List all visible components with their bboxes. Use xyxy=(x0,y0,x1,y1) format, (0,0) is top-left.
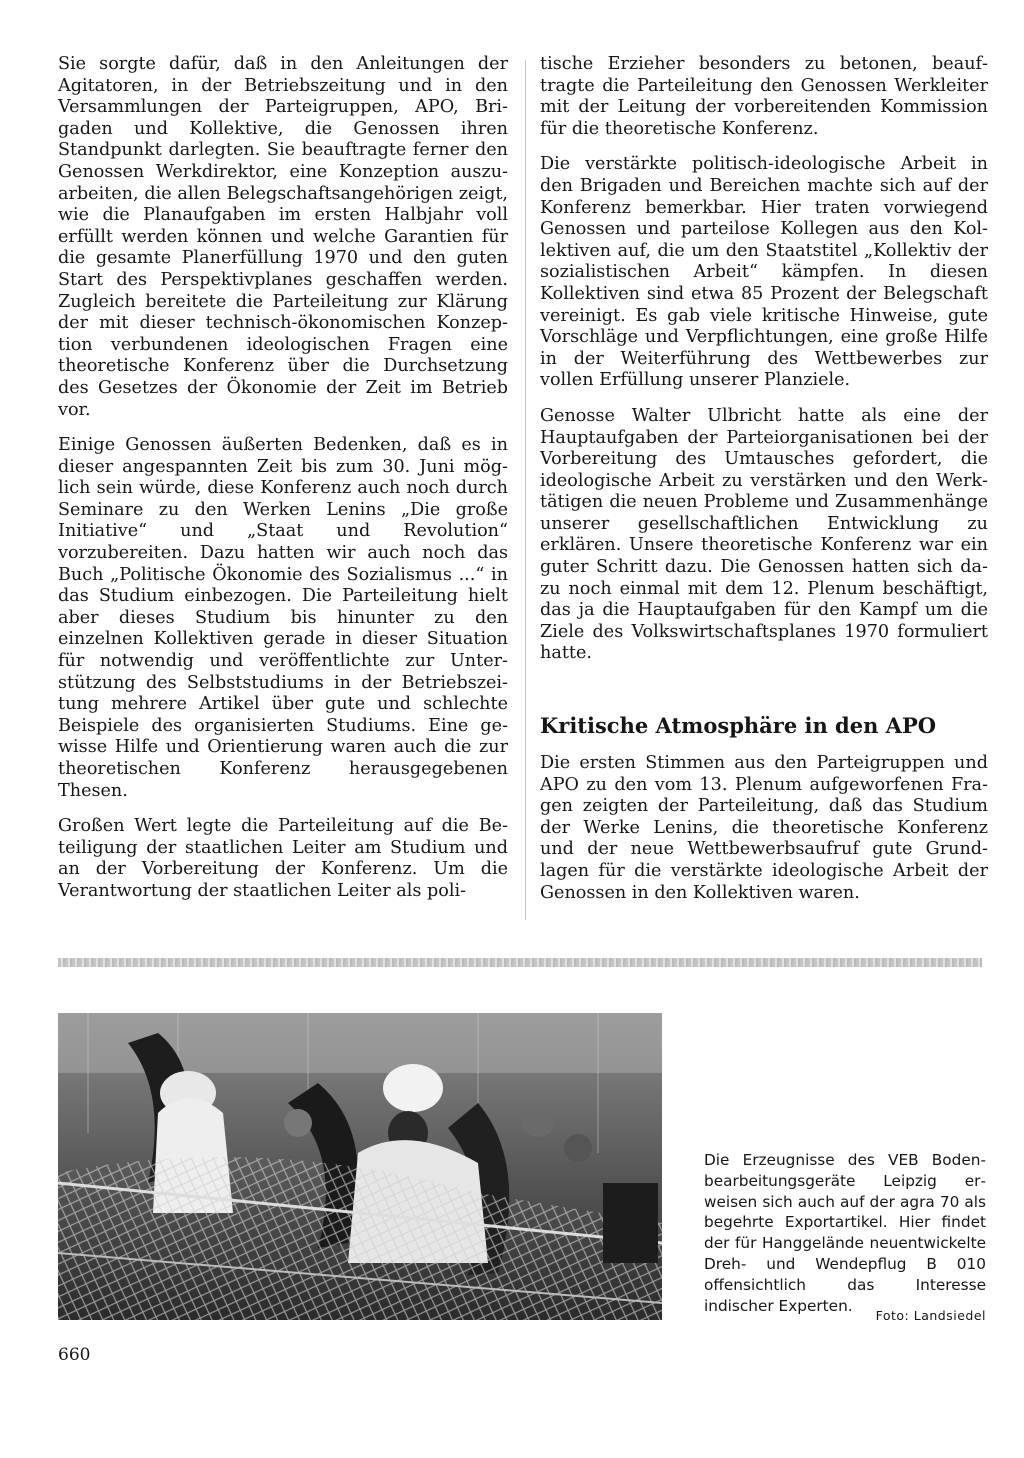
page-number: 660 xyxy=(58,1345,91,1365)
paragraph: Genosse Walter Ulbricht hatte als eine der Hauptaufgaben der Parteiorganisationen bei der Vorbereitung des Umtausches gefordert, die ideologische Arbeit zu verstärken und den Werktätigen die neuen Probleme und Zusammenhänge unserer gesellschaftlichen Entwicklung zu erklären. Unsere theoretische Konferenz war ein guter Schritt dazu. Die Genossen hatten sich dazu noch einmal mit dem 12. Plenum beschäftigt, das ja die Hauptaufgaben für den Kampf um die Ziele des Volkswirtschaftsplanes 1970 formuliert hatte. xyxy=(540,405,988,664)
photo-credit: Foto: Landsiedel xyxy=(875,1308,986,1323)
paragraph: Sie sorgte dafür, daß in den Anleitungen der Agitatoren, in der Betriebszeitung und in den Versammlungen der Parteigruppen, APO, Brigaden und Kollektive, die Genossen ihren Standpunkt darlegten. Sie beauftragte ferner den Genossen Werkdirektor, eine Konzeption auszuarbeiten, die allen Belegschaftsangehörigen zeigt, wie die Planaufgaben im ersten Halbjahr voll erfüllt werden können und welche Garantien für die gesamte Planerfüllung 1970 und den guten Start des Perspektivplanes geschaffen werden. Zugleich bereitete die Parteileitung zur Klärung der mit dieser technisch-ökonomischen Konzeption verbundenen ideologischen Fragen eine theoretische Konferenz über die Durchsetzung des Gesetzes der Ökonomie der Zeit im Betrieb vor. xyxy=(58,54,508,420)
paragraph: Die ersten Stimmen aus den Parteigruppen und APO zu den vom 13. Plenum aufgeworfenen Fragen zeigten der Parteileitung, daß das Studium der Werke Lenins, die theoretische Konferenz und der neue Wettbewerbsaufruf gute Grundlagen für die verstärkte ideologische Arbeit der Genossen in den Kollektiven waren. xyxy=(540,753,988,903)
paragraph: Die verstärkte politisch-ideologische Arbeit in den Brigaden und Bereichen machte sich auf der Konferenz bemerkbar. Hier traten vorwiegend Genossen und parteilose Kollegen aus den Kollektiven auf, die um den Staatstitel „Kollektiv der sozialistischen Arbeit“ kämpfen. In diesen Kollektiven sind etwa 85 Prozent der Belegschaft vereinigt. Es gab viele kritische Hinweise, gute Vorschläge und Verpflichtungen, eine große Hilfe in der Weiterführung des Wettbewerbes zur vollen Erfüllung unserer Planziele. xyxy=(540,154,988,391)
photo-illustration xyxy=(58,1013,662,1320)
photo-caption: Die Erzeugnisse des VEB Bodenbearbeitungsgeräte Leipzig erweisen sich auch auf der agra 70 als begehrte Exportartikel. Hier findet der für Hanggelände neuentwickelte Dreh- und Wendepflug B 010 offensichtlich das Interesse indischer Experten. xyxy=(704,1151,986,1315)
left-column xyxy=(58,54,508,917)
photo xyxy=(58,1013,662,1320)
section-heading: Kritische Atmosphäre in den APO xyxy=(540,713,937,739)
horizontal-rule xyxy=(58,958,982,967)
paragraph: Großen Wert legte die Parteileitung auf die Beteiligung der staatlichen Leiter am Studium und an der Vorbereitung der Konferenz. Um die Verantwortung der staatlichen Leiter als poli- xyxy=(58,816,508,901)
right-column xyxy=(540,54,988,918)
column-divider xyxy=(525,60,526,920)
paragraph: Einige Genossen äußerten Bedenken, daß es in dieser angespannten Zeit bis zum 30. Juni möglich sein würde, diese Konferenz auch noch durch Seminare zu den Werken Lenins „Die große Initiative“ und „Staat und Revolution“ vorzubereiten. Dazu hatten wir auch noch das Buch „Politische Ökonomie des Sozialismus ...“ in das Studium einbezogen. Die Parteileitung hielt aber dieses Studium bis hinunter zu den einzelnen Kollektiven gerade in dieser Situation für notwendig und veröffentlichte zur Unterstützung des Selbststudiums in der Betriebszeitung mehrere Artikel über gute und schlechte Beispiele des organisierten Studiums. Eine gewisse Hilfe und Orientierung waren auch die zur theoretischen Konferenz herausgegebenen Thesen. xyxy=(58,435,508,801)
paragraph: tische Erzieher besonders zu betonen, beauftragte die Parteileitung den Genossen Werkleiter mit der Leitung der vorbereitenden Kommission für die theoretische Konferenz. xyxy=(540,54,988,139)
